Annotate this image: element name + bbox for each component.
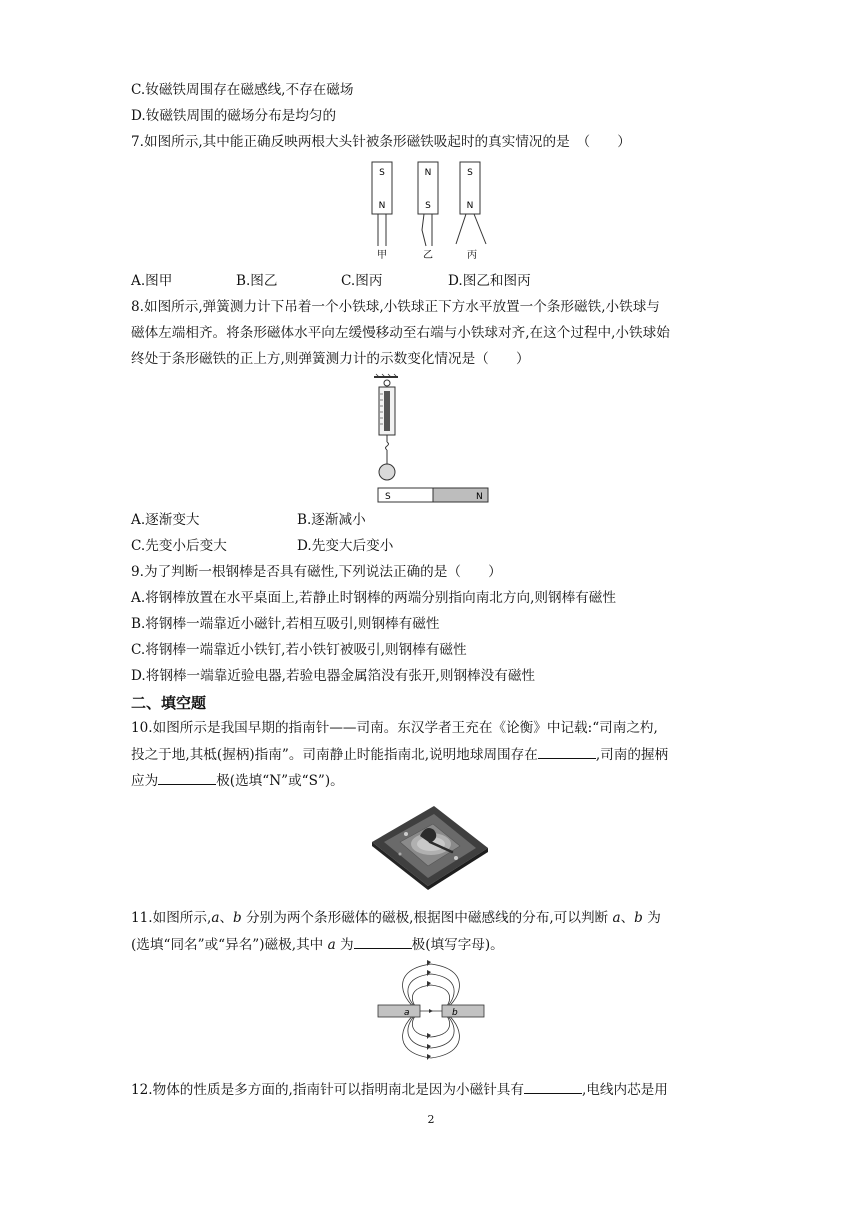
- q11-text-6: 极(填写字母)。: [411, 937, 504, 953]
- q11-stem-line1: [131, 909, 661, 927]
- fig7-bing-bottom-pole: N: [466, 201, 474, 211]
- q8-stem-line3: 终处于条形磁铁的正上方,则弹簧测力计的示数变化情况是（ ）: [131, 351, 530, 367]
- fig7-jia-top-pole: S: [379, 168, 385, 178]
- q11-sep-1: 、: [219, 910, 234, 926]
- q8-stem-line2: 磁体左端相齐。将条形磁体水平向左缓慢移动至右端与小铁球对齐,在这个过程中,小铁球始: [131, 325, 670, 341]
- fig11-pole-a: a: [404, 1008, 410, 1018]
- q11-text-1: 11.如图所示,: [131, 910, 212, 926]
- q10-line3-tail: 极(选填“N”或“S”)。: [216, 773, 344, 789]
- q11-var-b: b: [233, 910, 242, 926]
- q11-stem-line2: [131, 935, 504, 954]
- q10-line2-tail: ,司南的握柄: [595, 747, 669, 763]
- q7-option-a: A.图甲: [131, 273, 173, 289]
- q11-sep-2: 、: [620, 910, 635, 926]
- q11-var-a: a: [211, 910, 220, 926]
- q10-sinan-figure: [370, 800, 490, 890]
- q10-blank-2[interactable]: [158, 771, 216, 785]
- q10-blank-1[interactable]: [538, 745, 596, 759]
- q8-option-a: A.逐渐变大: [131, 512, 200, 528]
- q11-text-4: (选填“同名”或“异名”)磁极,其中: [131, 937, 328, 953]
- q10-stem-line3: [131, 771, 344, 790]
- q7-option-b: B.图乙: [236, 273, 278, 289]
- q11-text-2: 分别为两个条形磁体的磁极,根据图中磁感线的分布,可以判断: [241, 910, 613, 926]
- q12-text-1: 12.物体的性质是多方面的,指南针可以指明南北是因为小磁针具有: [131, 1082, 524, 1098]
- q12-stem-line1: [131, 1080, 668, 1099]
- q7-figure: [360, 158, 500, 264]
- q6-option-c: C.钕磁铁周围存在磁感线,不存在磁场: [131, 82, 354, 98]
- q7-option-c: C.图丙: [341, 273, 383, 289]
- q9-option-a: A.将钢棒放置在水平桌面上,若静止时钢棒的两端分别指向南北方向,则钢棒有磁性: [131, 590, 616, 606]
- q11-field-figure: [374, 960, 488, 1062]
- q7-option-d: D.图乙和图丙: [448, 273, 531, 289]
- q9-stem: 9.为了判断一根钢棒是否具有磁性,下列说法正确的是（ ）: [131, 564, 502, 580]
- q8-figure: [370, 372, 495, 506]
- fig7-caption-yi: 乙: [423, 250, 433, 261]
- q7-stem: 7.如图所示,其中能正确反映两根大头针被条形磁铁吸起时的真实情况的是 （ ）: [131, 134, 631, 150]
- fig7-jia-bottom-pole: N: [378, 201, 386, 211]
- q9-option-b: B.将钢棒一端靠近小磁针,若相互吸引,则钢棒有磁性: [131, 616, 440, 632]
- q11-var-b-2: b: [634, 910, 643, 926]
- q11-text-3: 为: [642, 910, 661, 926]
- section-title-fill-in: 二、填空题: [131, 694, 207, 712]
- fig7-yi-bottom-pole: S: [425, 201, 431, 211]
- q8-option-d: D.先变大后变小: [297, 538, 394, 554]
- page-number: 2: [427, 1113, 435, 1126]
- q12-text-2: ,电线内芯是用: [581, 1082, 668, 1098]
- q9-option-c: C.将钢棒一端靠近小铁钉,若小铁钉被吸引,则钢棒有磁性: [131, 642, 467, 658]
- q11-var-a-3: a: [327, 937, 336, 953]
- fig8-left-pole: S: [385, 492, 391, 502]
- q11-blank[interactable]: [354, 935, 412, 949]
- q8-option-b: B.逐渐减小: [297, 512, 366, 528]
- q10-stem-line2: [131, 745, 668, 764]
- q10-line2-text: 投之于地,其柢(握柄)指南”。司南静止时能指南北,说明地球周围存在: [131, 747, 538, 763]
- q8-option-c: C.先变小后变大: [131, 538, 227, 554]
- q8-stem-line1: 8.如图所示,弹簧测力计下吊着一个小铁球,小铁球正下方水平放置一个条形磁铁,小铁球与: [131, 299, 660, 315]
- fig7-caption-bing: 丙: [467, 250, 477, 261]
- q11-var-a-2: a: [612, 910, 621, 926]
- fig11-pole-b: b: [452, 1008, 458, 1018]
- q12-blank[interactable]: [524, 1080, 582, 1094]
- q10-line3-text: 应为: [131, 773, 159, 789]
- fig8-right-pole: N: [476, 492, 483, 502]
- q9-option-d: D.将钢棒一端靠近验电器,若验电器金属箔没有张开,则钢棒没有磁性: [131, 668, 536, 684]
- q11-text-5: 为: [335, 937, 354, 953]
- fig7-caption-jia: 甲: [377, 250, 387, 261]
- q10-stem-line1: 10.如图所示是我国早期的指南针——司南。东汉学者王充在《论衡》中记载:“司南之杓,: [131, 720, 658, 736]
- q6-option-d: D.钕磁铁周围的磁场分布是均匀的: [131, 108, 337, 124]
- fig7-bing-top-pole: S: [467, 168, 473, 178]
- fig7-yi-top-pole: N: [424, 168, 432, 178]
